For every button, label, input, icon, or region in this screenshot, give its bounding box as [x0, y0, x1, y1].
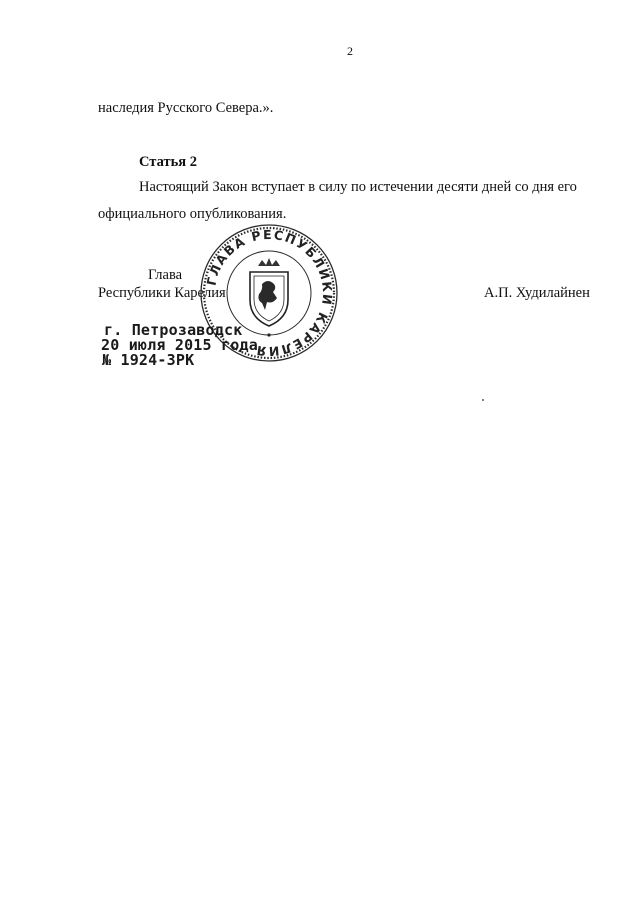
- article2-text-line2: официального опубликования.: [98, 206, 287, 222]
- article1-tail: наследия Русского Севера.».: [98, 100, 274, 116]
- article2-heading: Статья 2: [139, 154, 197, 170]
- seal-text: ГЛАВА РЕСПУБЛИКИ КАРЕЛИЯ: [203, 226, 336, 360]
- stamp-date: 20 июля 2015 года: [101, 336, 258, 354]
- scan-speck: [482, 399, 484, 401]
- stamp-city: г. Петрозаводск: [104, 321, 243, 339]
- page-number: 2: [347, 44, 353, 58]
- coat-of-arms-icon: [250, 258, 288, 326]
- signature-title-line2: Республики Карелия: [98, 285, 226, 301]
- stamp-number: № 1924-ЗРК: [102, 351, 195, 369]
- signature-title-line1: Глава: [148, 267, 183, 283]
- signatory-name: А.П. Худилайнен: [484, 285, 590, 301]
- article2-text-line1: Настоящий Закон вступает в силу по истечении десяти дней со дня его: [139, 179, 577, 195]
